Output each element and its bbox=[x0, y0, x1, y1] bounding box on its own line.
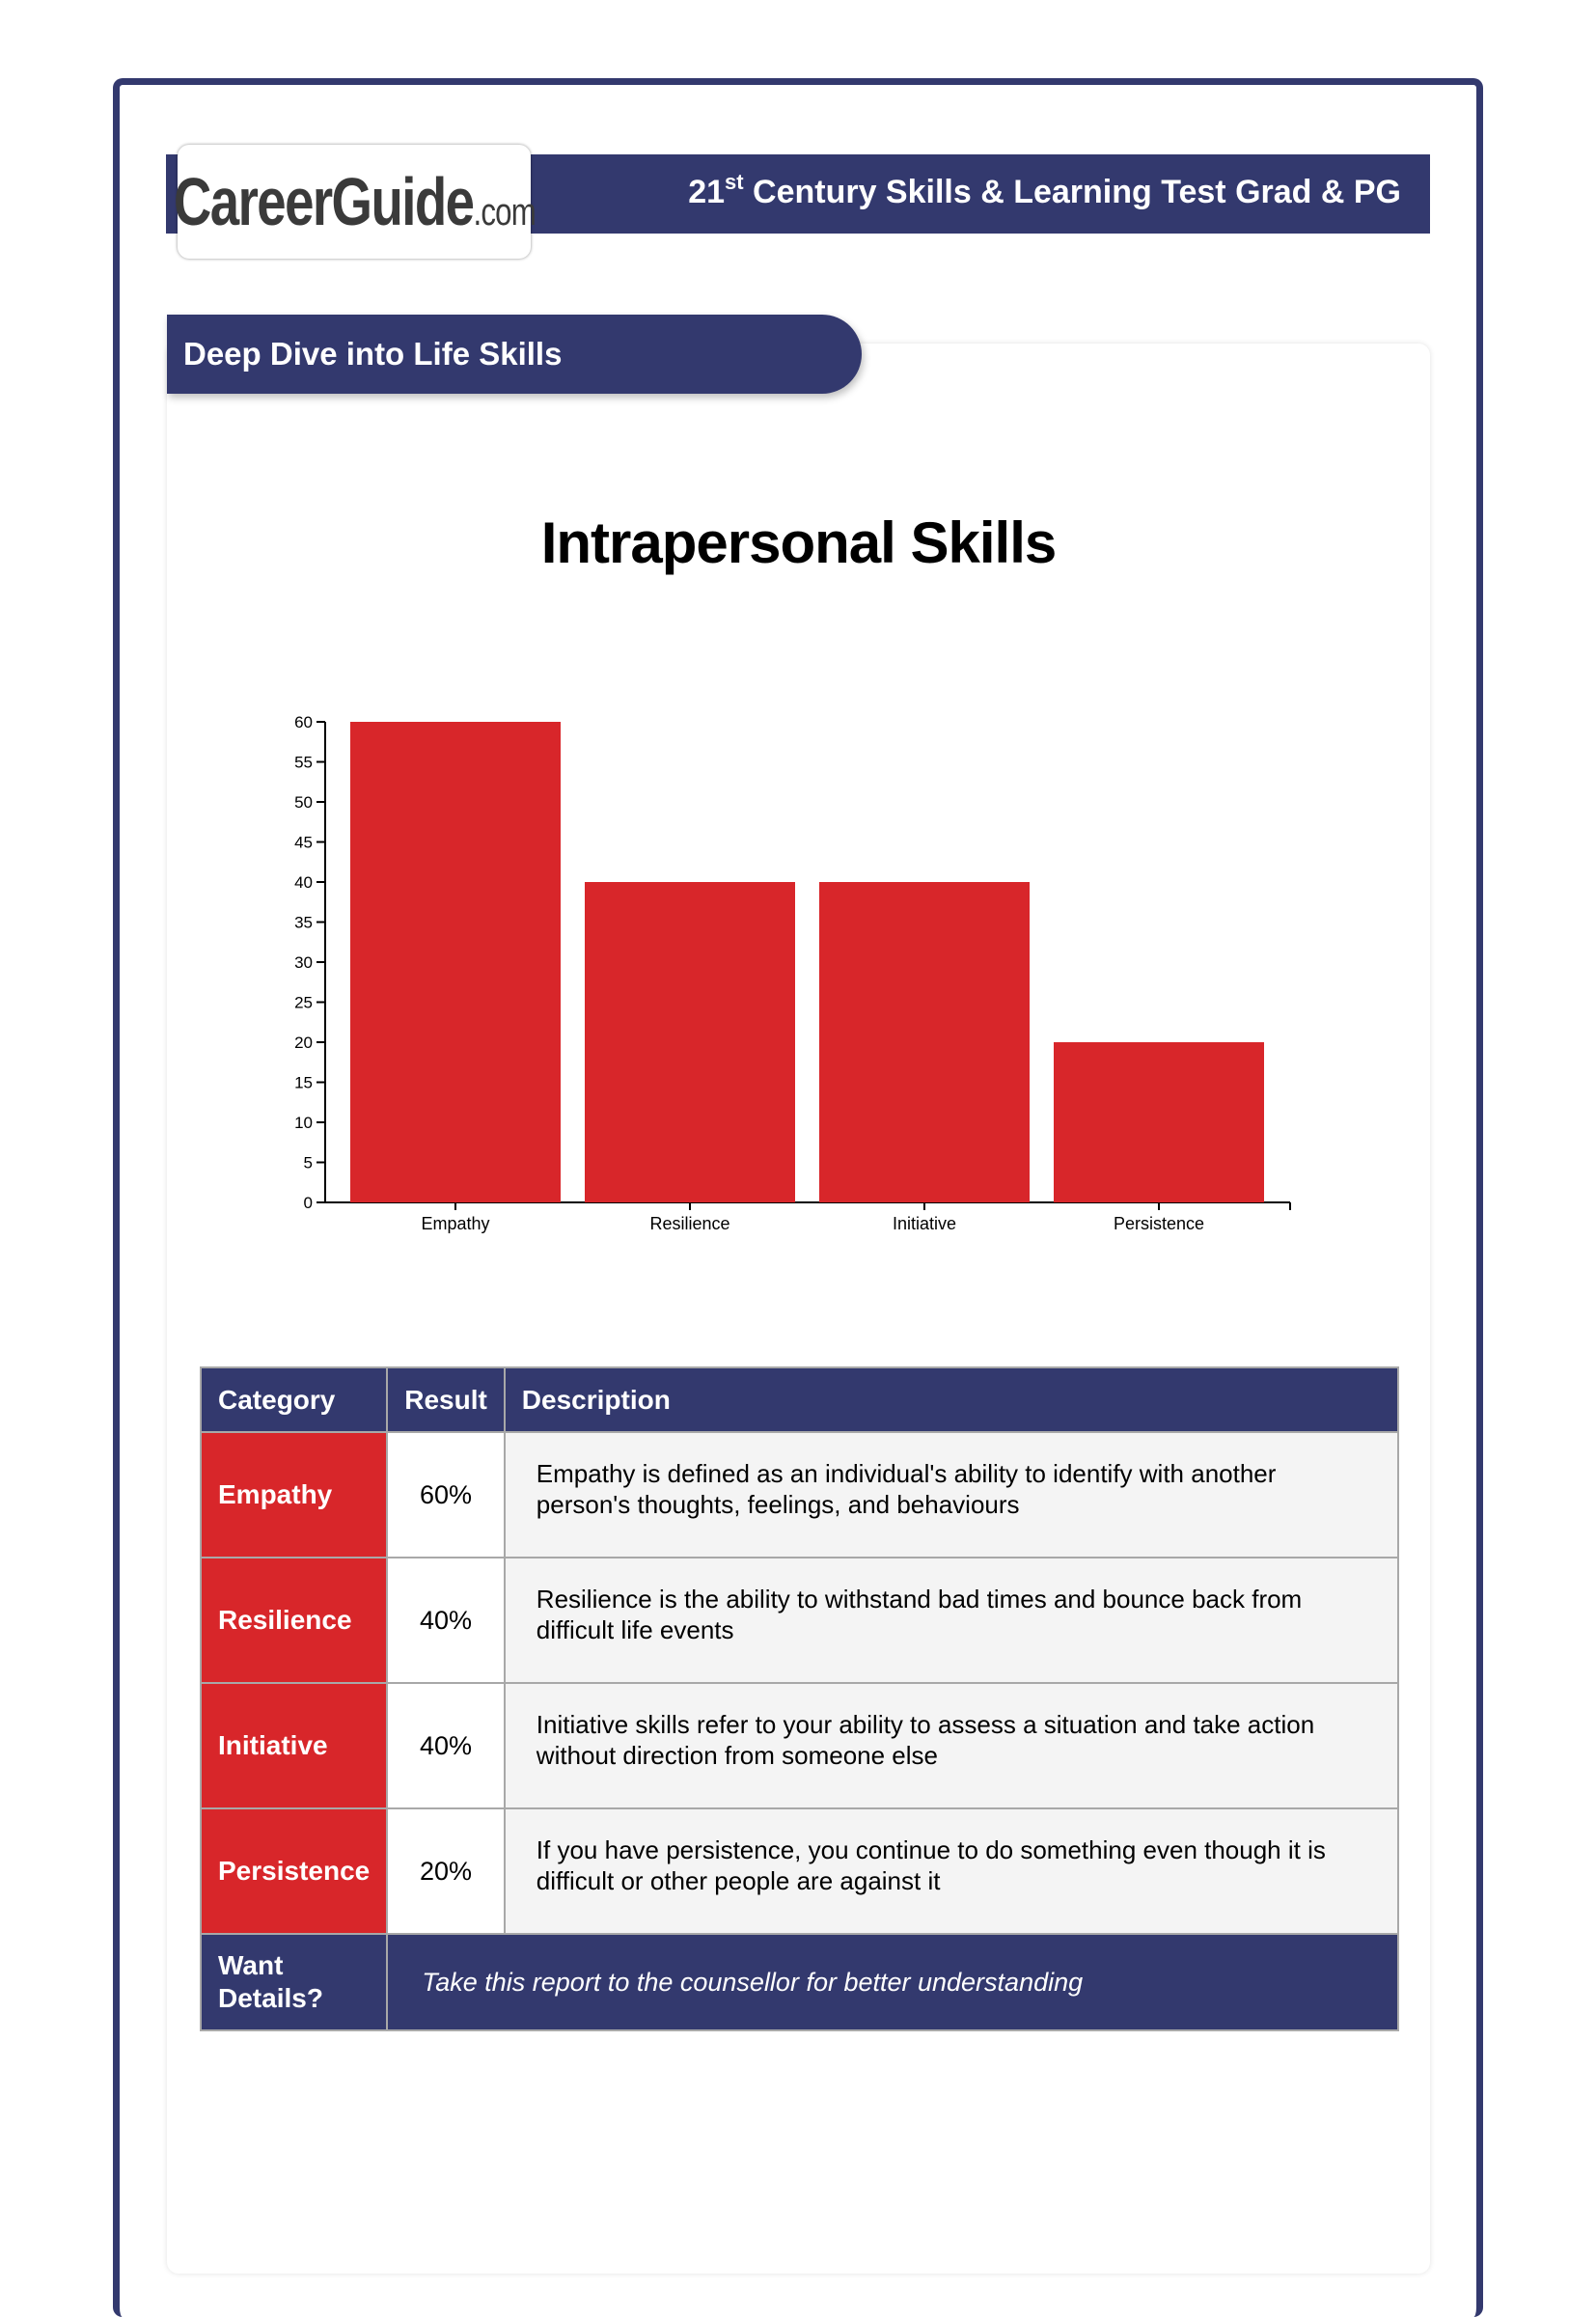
row-description: Resilience is the ability to withstand bad times and bounce back from difficult life events bbox=[505, 1558, 1398, 1683]
report-title-prefix: 21 bbox=[688, 174, 726, 210]
careerguide-logo bbox=[173, 145, 536, 259]
x-tick-label: Persistence bbox=[1113, 1214, 1205, 1233]
y-tick-label: 35 bbox=[294, 913, 313, 932]
row-category: Persistence bbox=[201, 1808, 387, 1934]
want-details-label: Want Details? bbox=[201, 1934, 387, 2030]
row-category: Resilience bbox=[201, 1558, 387, 1683]
row-description: If you have persistence, you continue to do something even though it is difficult or other people are against it bbox=[505, 1808, 1398, 1934]
row-result: 40% bbox=[387, 1558, 505, 1683]
section-title: Deep Dive into Life Skills bbox=[183, 336, 563, 372]
y-tick-label: 60 bbox=[294, 713, 313, 731]
section-heading bbox=[167, 315, 862, 394]
y-tick-label: 5 bbox=[303, 1153, 313, 1172]
x-tick-label: Empathy bbox=[421, 1214, 490, 1233]
row-category: Initiative bbox=[201, 1683, 387, 1808]
row-result: 20% bbox=[387, 1808, 505, 1934]
y-tick-label: 40 bbox=[294, 873, 313, 892]
logo-main-text: CareerGuide bbox=[173, 164, 474, 239]
table-row bbox=[201, 1558, 1398, 1683]
chart-title: Intrapersonal Skills bbox=[540, 510, 1057, 575]
report-title-rest: Century Skills & Learning Test Grad & PG bbox=[743, 174, 1401, 210]
y-tick-label: 20 bbox=[294, 1034, 313, 1052]
table-row bbox=[201, 1432, 1398, 1558]
row-description: Empathy is defined as an individual's ability to identify with another person's thoughts, feelings, and behaviours bbox=[505, 1432, 1398, 1558]
row-description: Initiative skills refer to your ability to assess a situation and take action without direction from someone else bbox=[505, 1683, 1398, 1808]
y-tick-label: 30 bbox=[294, 953, 313, 972]
y-tick-label: 55 bbox=[294, 753, 313, 772]
results-table bbox=[200, 1366, 1399, 2031]
y-tick-label: 15 bbox=[294, 1073, 313, 1092]
y-tick-label: 10 bbox=[294, 1114, 313, 1132]
y-tick-label: 0 bbox=[303, 1194, 313, 1212]
bar-empathy bbox=[350, 722, 561, 1202]
y-tick-label: 25 bbox=[294, 993, 313, 1012]
x-tick-label: Resilience bbox=[649, 1214, 730, 1233]
logo-suffix-text: .com bbox=[473, 191, 536, 234]
bar-resilience bbox=[585, 882, 795, 1202]
table-row bbox=[201, 1683, 1398, 1808]
header-result: Result bbox=[387, 1367, 505, 1432]
header-banner bbox=[531, 154, 1430, 234]
table-header-row bbox=[201, 1367, 1398, 1432]
table-row bbox=[201, 1808, 1398, 1934]
y-tick-label: 50 bbox=[294, 793, 313, 812]
row-result: 60% bbox=[387, 1432, 505, 1558]
header-category: Category bbox=[201, 1367, 387, 1432]
y-tick-label: 45 bbox=[294, 833, 313, 852]
bar-initiative bbox=[819, 882, 1030, 1202]
x-tick-label: Initiative bbox=[892, 1214, 957, 1233]
logo-text bbox=[173, 163, 535, 240]
report-title bbox=[688, 170, 1401, 211]
report-title-superscript: st bbox=[725, 170, 744, 194]
counsellor-note: Take this report to the counsellor for better understanding bbox=[387, 1934, 1398, 2030]
header-description: Description bbox=[505, 1367, 1398, 1432]
row-category: Empathy bbox=[201, 1432, 387, 1558]
row-result: 40% bbox=[387, 1683, 505, 1808]
table-footer-row bbox=[201, 1934, 1398, 2030]
bar-persistence bbox=[1054, 1042, 1264, 1202]
